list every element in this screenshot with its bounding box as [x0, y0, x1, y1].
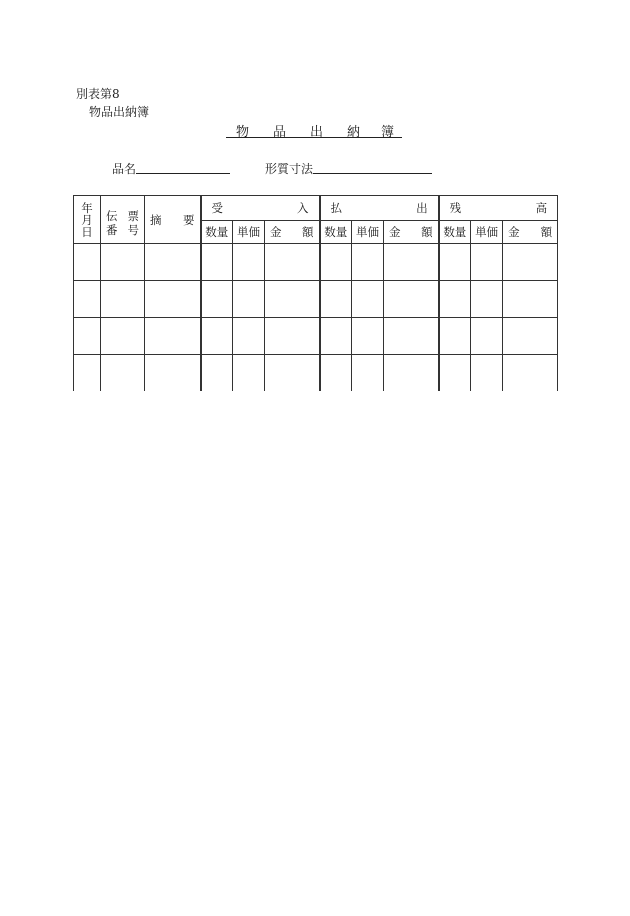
cell[interactable] — [471, 355, 503, 392]
group-char: 入 — [297, 201, 309, 215]
cell[interactable] — [320, 281, 352, 318]
form-subtitle: 物品出納簿 — [89, 105, 150, 119]
cell[interactable] — [439, 318, 471, 355]
cell[interactable] — [233, 244, 265, 281]
group-char: 出 — [416, 201, 428, 215]
form-reference: 別表第8 — [76, 87, 120, 101]
unit-price-header: 単価 — [233, 221, 265, 244]
cell[interactable] — [101, 355, 145, 392]
cell[interactable] — [233, 318, 265, 355]
title-char: 出 — [310, 125, 324, 140]
amount-char: 額 — [421, 225, 433, 239]
cell[interactable] — [503, 355, 558, 392]
balance-group-header — [439, 196, 558, 221]
summary-char: 要 — [183, 212, 195, 227]
qty-header: 数量 — [439, 221, 471, 244]
cell[interactable] — [320, 244, 352, 281]
cell[interactable] — [265, 318, 320, 355]
cell[interactable] — [74, 355, 101, 392]
cell[interactable] — [101, 281, 145, 318]
ledger-table — [73, 195, 558, 391]
cell[interactable] — [74, 244, 101, 281]
title-char: 品 — [273, 125, 287, 140]
slip-char: 号 — [127, 223, 139, 237]
amount-char: 金 — [389, 225, 401, 239]
item-name-label: 品名 — [112, 162, 137, 176]
cell[interactable] — [145, 281, 201, 318]
document-title — [226, 121, 402, 138]
amount-header — [265, 221, 320, 244]
summary-header — [145, 196, 201, 244]
cell[interactable] — [101, 244, 145, 281]
slip-char: 票 — [127, 209, 139, 223]
summary-char: 摘 — [150, 212, 162, 227]
date-char: 日 — [81, 224, 93, 239]
title-char: 物 — [236, 125, 250, 140]
table-row — [74, 281, 558, 318]
unit-price-header: 単価 — [471, 221, 503, 244]
cell[interactable] — [384, 281, 439, 318]
spec-label: 形質寸法 — [265, 162, 314, 176]
cell[interactable] — [352, 355, 384, 392]
table-row — [74, 318, 558, 355]
cell[interactable] — [233, 281, 265, 318]
cell[interactable] — [503, 244, 558, 281]
amount-char: 金 — [508, 225, 520, 239]
cell[interactable] — [265, 355, 320, 392]
cell[interactable] — [201, 318, 233, 355]
cell[interactable] — [439, 355, 471, 392]
header-row-groups — [74, 196, 558, 221]
group-char: 残 — [449, 201, 462, 215]
group-char: 払 — [330, 201, 343, 215]
cell[interactable] — [352, 244, 384, 281]
cell[interactable] — [384, 244, 439, 281]
cell[interactable] — [101, 318, 145, 355]
slip-number-header — [101, 196, 145, 244]
unit-price-header: 単価 — [352, 221, 384, 244]
title-char: 納 — [347, 125, 361, 140]
amount-header — [384, 221, 439, 244]
amount-char: 額 — [302, 225, 314, 239]
table-row — [74, 244, 558, 281]
amount-char: 額 — [540, 225, 553, 239]
slip-char: 番 — [106, 223, 118, 237]
cell[interactable] — [265, 244, 320, 281]
cell[interactable] — [265, 281, 320, 318]
qty-header: 数量 — [201, 221, 233, 244]
cell[interactable] — [471, 318, 503, 355]
cell[interactable] — [439, 281, 471, 318]
cell[interactable] — [201, 355, 233, 392]
cell[interactable] — [201, 281, 233, 318]
cell[interactable] — [352, 318, 384, 355]
cell[interactable] — [145, 244, 201, 281]
table-row — [74, 355, 558, 392]
cell[interactable] — [352, 281, 384, 318]
cell[interactable] — [503, 281, 558, 318]
date-char: 年 — [81, 200, 93, 215]
qty-header: 数量 — [320, 221, 352, 244]
spec-field[interactable] — [313, 159, 432, 174]
cell[interactable] — [384, 355, 439, 392]
amount-char: 金 — [270, 225, 282, 239]
group-char: 高 — [535, 201, 548, 215]
disbursements-group-header — [320, 196, 439, 221]
cell[interactable] — [439, 244, 471, 281]
date-char: 月 — [81, 212, 93, 227]
slip-char: 伝 — [106, 209, 118, 223]
group-char: 受 — [211, 201, 223, 215]
title-char: 簿 — [381, 125, 395, 140]
cell[interactable] — [384, 318, 439, 355]
cell[interactable] — [320, 355, 352, 392]
cell[interactable] — [74, 318, 101, 355]
item-name-field[interactable] — [136, 159, 230, 174]
cell[interactable] — [145, 318, 201, 355]
amount-header — [503, 221, 558, 244]
cell[interactable] — [201, 244, 233, 281]
cell[interactable] — [233, 355, 265, 392]
cell[interactable] — [471, 244, 503, 281]
cell[interactable] — [503, 318, 558, 355]
date-header — [74, 196, 101, 244]
cell[interactable] — [320, 318, 352, 355]
cell[interactable] — [145, 355, 201, 392]
cell[interactable] — [471, 281, 503, 318]
cell[interactable] — [74, 281, 101, 318]
receipts-group-header — [201, 196, 320, 221]
